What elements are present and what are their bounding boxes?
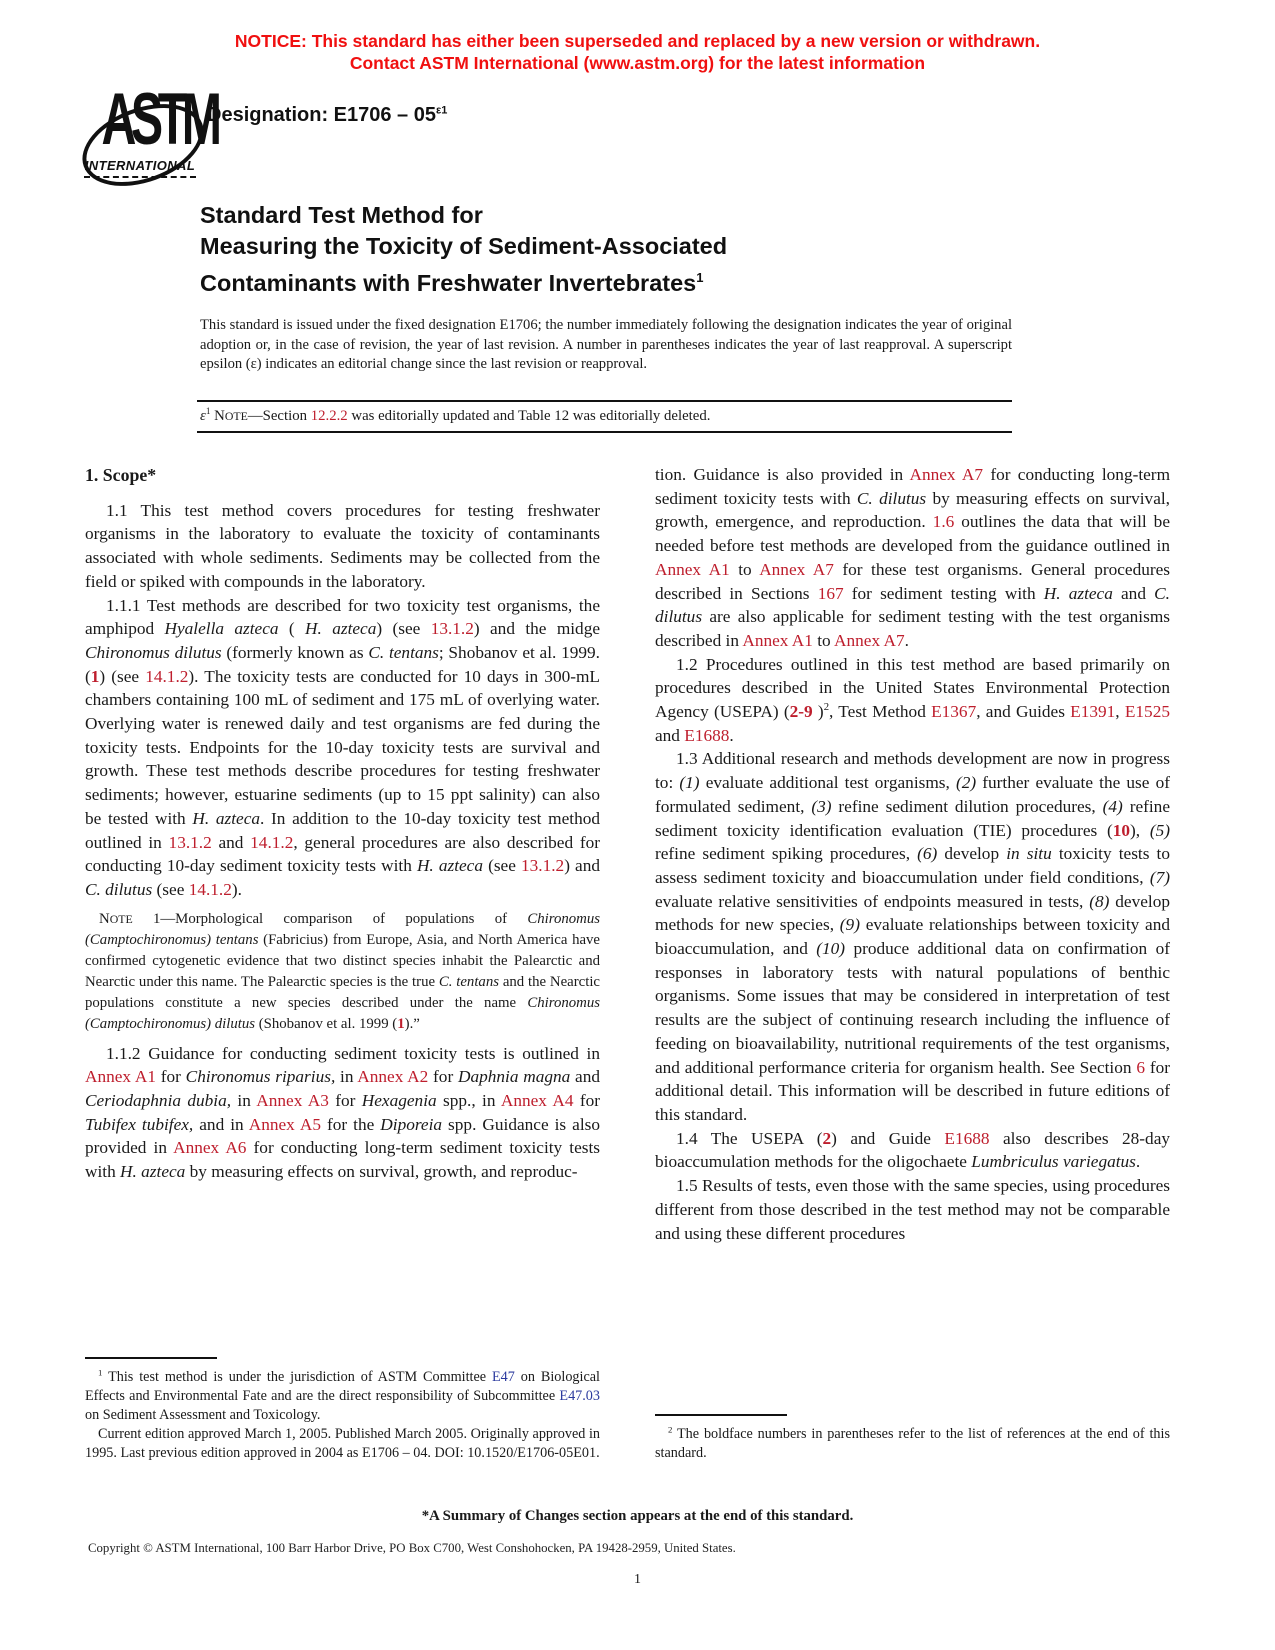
text-segment: 1 (205, 406, 211, 417)
reference-link[interactable]: Annex A3 (256, 1091, 329, 1111)
designation-text: Designation: E1706 – 05 (207, 104, 436, 126)
text-segment: in (335, 1067, 358, 1087)
footnote-2 (655, 1425, 1170, 1463)
reference-link[interactable]: 14.1.2 (145, 666, 189, 686)
text-segment: Hyalella azteca (164, 619, 279, 639)
text-segment: Tubifex tubifex, (85, 1114, 194, 1134)
reference-link[interactable]: 1 (397, 1015, 405, 1032)
reference-link[interactable]: Annex A1 (85, 1067, 156, 1087)
copyright-line: Copyright © ASTM International, 100 Barr Harbor Drive, PO Box C700, West Conshohocken, PA 19428-2959, United States. (88, 1541, 736, 1555)
text-segment: . (729, 725, 734, 745)
text-segment: Daphnia magna (457, 1067, 571, 1087)
reference-link[interactable]: Annex A1 (655, 559, 730, 579)
text-segment: ) (812, 702, 824, 722)
title-line-1: Standard Test Method for (200, 202, 483, 228)
text-segment: (9) (839, 915, 860, 935)
summary-of-changes-note: *A Summary of Changes section appears at the end of this standard. (421, 1508, 854, 1524)
reference-link[interactable]: Annex A4 (500, 1091, 574, 1111)
text-segment: was editorially updated and Table 12 was editorially deleted. (347, 408, 711, 424)
reference-link[interactable]: Annex A1 (742, 630, 813, 650)
text-segment: H. azteca (120, 1162, 186, 1182)
reference-link[interactable]: Annex A6 (173, 1138, 247, 1158)
reference-link[interactable]: 1.6 (932, 512, 955, 532)
text-segment: (1) (679, 773, 700, 793)
text-segment: 1.1.1 Test methods are described for two toxicity test organisms, the amphipod (85, 595, 600, 639)
text-segment: N (210, 408, 225, 424)
title-line-3: Contaminants with Freshwater Invertebrates (200, 269, 697, 296)
text-segment: . (904, 630, 909, 650)
reference-link[interactable]: E1688 (684, 725, 730, 745)
text-segment: (see (152, 879, 189, 899)
text-segment: (Shobanov et al. 1999 ( (255, 1015, 398, 1032)
text-segment: in situ (1006, 844, 1052, 864)
divider-top (197, 400, 1012, 402)
text-segment: evaluate relative sensitivities of endpoints measured in tests, (655, 891, 1090, 911)
left-column (85, 463, 600, 1463)
reference-link[interactable]: 13.1.2 (520, 856, 565, 876)
text-segment: refine sediment spiking procedures, (655, 844, 918, 864)
text-segment: C. dilutus (85, 879, 153, 899)
text-segment: for (156, 1067, 186, 1087)
text-segment: by measuring effects on survival, growth, emergence, and reproduction. (655, 488, 1170, 532)
text-segment: (8) (1089, 891, 1110, 911)
reference-link[interactable]: 13.1.2 (430, 619, 474, 639)
text-segment: for (328, 1091, 362, 1111)
text-segment: for additional detail. This information will be described in future editions of this standard. (655, 1057, 1170, 1124)
text-segment: (formerly known as (221, 642, 369, 662)
text-segment: C. tentans (368, 642, 439, 662)
text-segment: 1.2 Procedures outlined in this test method are based primarily on procedures described in the United States Environmental Protection Agency (USEPA) ( (655, 654, 1170, 722)
text-segment: Chironomus dilutus (85, 642, 222, 662)
text-segment: ). The toxicity tests are conducted for 10 days in 300-mL chambers containing 100 mL of sediment and 175 mL of overlying water. Overlying water is renewed daily and test organisms are fed during the toxicity tests. Endpoints for the 10-day toxicity tests are survival and growth. These test methods describe procedures for testing freshwater sediments; however, estuarine sediments (up to 15 ppt salinity) can also be tested with (85, 666, 600, 828)
right-column (655, 463, 1170, 1463)
text-segment: and (1112, 583, 1155, 603)
text-segment: (7) (1149, 867, 1170, 887)
text-segment: H. azteca (192, 808, 261, 828)
text-segment: Hexagenia (361, 1091, 437, 1111)
paragraph-1-4 (655, 1127, 1170, 1174)
text-segment: by measuring effects on survival, growth, and reproduc- (185, 1162, 578, 1182)
designation (207, 104, 447, 127)
text-segment: to (729, 559, 760, 579)
footnote-divider (85, 1357, 217, 1359)
text-segment: in (231, 1091, 257, 1111)
text-segment: and (655, 725, 685, 745)
divider-bottom (197, 431, 1012, 433)
text-segment: 1.5 Results of tests, even those with the same species, using procedures different from those described in the test method may not be comparable and using these different procedures (655, 1176, 1170, 1243)
paragraph-1-2 (655, 653, 1170, 748)
text-segment: 1 (98, 1367, 103, 1378)
text-segment: ) and (564, 856, 600, 876)
text-segment: 1.1 This test method covers procedures for testing freshwater organisms in the laboratory to evaluate the toxicity of contaminants associated with whole sediments. Sediments may be collected from the field or spiked with compounds in the laboratory. (85, 500, 600, 591)
text-segment: ).” (404, 1015, 420, 1032)
text-segment: . (1135, 1152, 1141, 1172)
reference-link[interactable]: Annex A7 (834, 630, 905, 650)
text-segment: also describes 28-day bioaccumulation methods for the oligochaete (655, 1128, 1171, 1172)
page-number: 1 (634, 1572, 641, 1587)
text-segment: ) (see (376, 619, 431, 639)
text-segment: Current edition approved March 1, 2005. Published March 2005. Originally approved in 1995. Last previous edition approved in 2004 as E1706 – 04. DOI: 10.1520/E1706-05E01. (85, 1426, 600, 1461)
paragraph-1-3 (655, 747, 1170, 1126)
reference-link[interactable]: 2 (822, 1128, 832, 1148)
paragraph-1-5 (655, 1174, 1170, 1245)
text-segment: and (211, 832, 251, 852)
text-segment: spp., in (436, 1091, 501, 1111)
reference-link[interactable]: 13.1.2 (168, 832, 212, 852)
text-segment: 2 (668, 1424, 673, 1435)
text-segment: The boldface numbers in parentheses refer to the list of references at the end of this standard. (655, 1426, 1170, 1461)
text-segment: C. tentans (438, 973, 499, 990)
paragraph-1-1-2 (85, 1042, 600, 1184)
text-segment: refine sediment dilution procedures, (831, 796, 1103, 816)
reference-link[interactable]: 1 (90, 666, 100, 686)
text-segment: develop (937, 844, 1007, 864)
text-segment: ) (see (99, 666, 146, 686)
text-segment: (5) (1149, 820, 1170, 840)
text-segment: —Section (247, 408, 311, 424)
text-segment: (6) (917, 844, 938, 864)
text-segment: H. azteca (1043, 583, 1113, 603)
reference-link[interactable]: 14.1.2 (250, 832, 294, 852)
text-segment: ε (200, 408, 206, 424)
text-segment: Ceriodaphnia dubia, (85, 1091, 232, 1111)
title-line-2: Measuring the Toxicity of Sediment-Associated (200, 233, 728, 259)
title-footnote-marker: 1 (696, 270, 704, 285)
text-segment: for sediment testing with (843, 583, 1044, 603)
text-segment: further evaluate the use of formulated sediment, (655, 773, 1170, 816)
text-segment: tion. Guidance is also provided in (655, 465, 910, 484)
text-segment: toxicity tests to assess sediment toxicity and bioaccumulation under field conditions, (655, 844, 1170, 887)
text-segment: Diporeia (380, 1114, 443, 1134)
text-segment: evaluate additional test organisms, (699, 773, 956, 793)
epsilon-editorial-note (200, 406, 1015, 426)
text-segment: ( (278, 619, 306, 639)
text-segment: , and Guides (976, 702, 1071, 722)
notice-line-1: NOTICE: This standard has either been superseded and replaced by a new version or withdrawn. (234, 31, 1041, 51)
text-segment: C. dilutus (856, 488, 927, 508)
text-segment: ; Shobanov et al. 1999.( (85, 642, 600, 686)
paragraph-1-1-1 (85, 594, 600, 902)
text-segment: refine sediment toxicity identification evaluation (TIE) procedures ( (655, 796, 1170, 840)
text-segment: produce additional data on confirmation of responses in laboratory tests with natural populations of benthic organisms. Some issues that may be considered in interpretation of test results are the subject of continuing research including the influence of feeding on bioavailability, nutritional requirements of the test organisms, and additional performance criteria for organism health. See Section (655, 939, 1170, 1077)
astm-logo-international: INTERNATIONAL (84, 158, 196, 178)
text-segment: for these test organisms. General procedures described in Sections (655, 559, 1171, 603)
text-segment: for conducting long-term sediment toxicity tests with (655, 465, 1171, 508)
designation-superscript: ε1 (435, 104, 448, 117)
reference-link[interactable]: 14.1.2 (188, 879, 232, 899)
text-segment: (Fabricius) from Europe, Asia, and North America have confirmed cytogenetic evidence that two distinct species inhabit the Palearctic and Nearctic under this name. The Palearctic species is the true (85, 931, 600, 990)
reference-link[interactable]: E1391 (1070, 702, 1116, 722)
text-segment: N (99, 910, 110, 927)
notice-line-2: Contact ASTM International (www.astm.org) for the latest information (349, 53, 926, 73)
text-segment: (3) (811, 796, 832, 816)
text-segment: Lumbriculus variegatus (971, 1152, 1136, 1172)
text-segment: (see (482, 856, 521, 876)
reference-link[interactable]: 167 (817, 583, 844, 603)
text-segment: C. dilutus (655, 583, 1170, 627)
reference-link[interactable]: 10 (1112, 820, 1131, 840)
text-segment: outlines the data that will be needed before test methods are developed from the guidance outlined in (655, 512, 1170, 556)
text-segment: ), (1130, 820, 1150, 840)
text-segment: Chironomus riparius, (185, 1067, 336, 1087)
text-segment: 1.1.2 Guidance for conducting sediment toxicity tests is outlined in (106, 1043, 600, 1063)
text-segment: (10) (816, 939, 846, 959)
reference-link[interactable]: 2-9 (789, 702, 813, 722)
text-segment: evaluate relationships between toxicity and bioaccumulation, and (655, 915, 1170, 959)
text-segment: OTE (109, 911, 133, 926)
text-segment: H. azteca (305, 619, 377, 639)
text-segment: on Biological Effects and Environmental Fate and are the direct responsibility of Subcommittee (85, 1369, 600, 1404)
text-segment: (4) (1102, 796, 1123, 816)
text-segment: ). (231, 879, 242, 899)
paragraph-1-1 (85, 499, 600, 594)
text-segment: and the Nearctic populations constitute a new species described under the name (85, 973, 601, 1011)
footnote-1b (85, 1425, 600, 1463)
reference-link[interactable]: E1525 (1124, 702, 1170, 722)
text-segment: (2) (955, 773, 977, 793)
text-segment: OTE (224, 409, 248, 423)
text-segment: and (570, 1067, 600, 1087)
text-segment: . In addition to the 10-day toxicity test method outlined in (85, 808, 600, 852)
text-segment: Chironomus (Camptochironomus) tentans (85, 910, 600, 948)
scope-heading: 1. Scope* (85, 465, 157, 485)
reference-link[interactable]: E47.03 (559, 1388, 600, 1404)
text-segment: to (812, 630, 835, 650)
footnote-divider (655, 1414, 787, 1416)
text-segment: for (428, 1067, 458, 1087)
text-segment: ) and Guide (831, 1128, 945, 1148)
footnote-1a (85, 1368, 600, 1425)
astm-logo-letters: ASTM (101, 79, 217, 161)
text-segment: spp. Guidance is also provided in (85, 1114, 600, 1158)
text-segment: for conducting long-term sediment toxicity tests with (85, 1138, 601, 1182)
text-segment: , general procedures are also described for conducting 10-day sediment toxicity tests with (85, 832, 600, 876)
supersession-notice (0, 30, 1275, 74)
issuance-statement: This standard is issued under the fixed designation E1706; the number immediately following the designation indicates the year of original adoption or, in the case of revision, the year of last revision. A number in parentheses indicates the year of last reapproval. A superscript epsilon (ε) indicates an editorial change since the last revision or reapproval. (200, 317, 1012, 372)
reference-link[interactable]: Annex A7 (759, 559, 834, 579)
astm-logo (84, 79, 217, 202)
text-segment: Chironomus (Camptochironomus) dilutus (85, 994, 600, 1032)
text-segment: for (573, 1091, 600, 1111)
text-segment: ) and the midge (473, 619, 601, 639)
text-segment: develop methods for new species, (655, 891, 1170, 935)
text-segment: , (1115, 702, 1125, 722)
text-segment: 1.4 The USEPA ( (676, 1128, 823, 1148)
body-columns (85, 463, 1170, 1463)
text-segment: 1—Morphological comparison of populations of (132, 910, 528, 927)
footnote-block-left (85, 1347, 600, 1463)
reference-link[interactable]: 6 (1136, 1057, 1145, 1077)
reference-link[interactable]: E1688 (944, 1128, 990, 1148)
text-segment: are also applicable for sediment testing with the test organisms described in (655, 607, 1170, 650)
text-segment: 2 (823, 701, 830, 714)
text-segment: and in (193, 1114, 249, 1134)
reference-link[interactable]: Annex A7 (909, 465, 984, 484)
reference-link[interactable]: Annex A5 (248, 1114, 321, 1134)
text-segment: 1.3 Additional research and methods development are now in progress to: (655, 749, 1170, 793)
reference-link[interactable]: 12.2.2 (310, 408, 348, 424)
note-1 (85, 909, 600, 1035)
document-title (200, 200, 1080, 299)
reference-link[interactable]: E1367 (931, 702, 977, 722)
footnote-block-right (655, 1404, 1170, 1463)
text-segment: , Test Method (829, 702, 932, 722)
text-segment: H. azteca (416, 856, 483, 876)
paragraph-1-1-2-continued (655, 463, 1170, 653)
text-segment: on Sediment Assessment and Toxicology. (85, 1407, 321, 1423)
text-segment: for the (320, 1114, 381, 1134)
reference-link[interactable]: Annex A2 (357, 1067, 429, 1087)
reference-link[interactable]: E47 (492, 1369, 515, 1385)
text-segment: This test method is under the jurisdiction of ASTM Committee (102, 1369, 492, 1385)
